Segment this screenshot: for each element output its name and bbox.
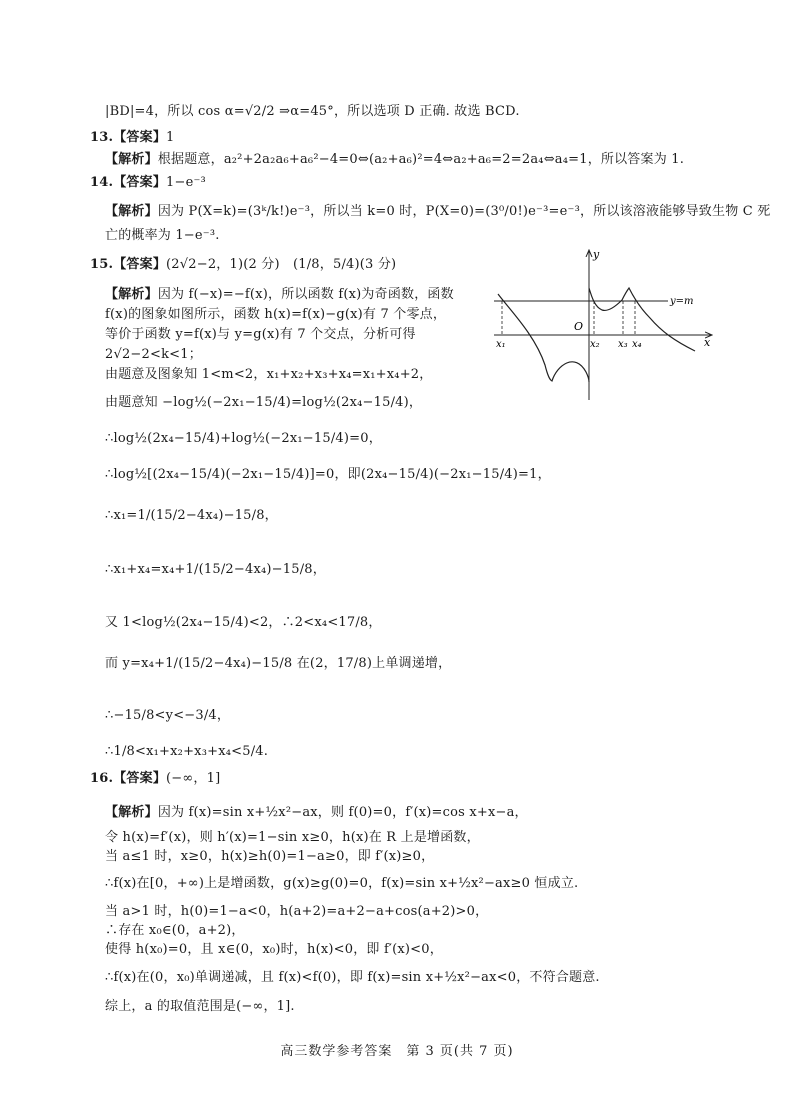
function-graph bbox=[490, 240, 720, 410]
question-13-analysis: 【 解析 】 根据题意，a₂²+2a₂a₆+a₆²−4=0⇔(a₂+a₆)²=4⇔a₂+a₆=2=2a₄⇔a₄=1，所以答案为 1. bbox=[105, 151, 684, 169]
label-origin: O bbox=[574, 320, 584, 333]
label-x1: x₁ bbox=[496, 339, 506, 350]
label-x4: x₄ bbox=[632, 339, 642, 350]
label-y: y bbox=[593, 248, 600, 261]
text-line: ∴存在 x₀∈(0，a+2)， bbox=[105, 923, 245, 938]
label-y-equals-m: y=m bbox=[670, 296, 694, 307]
text-line: 由题意及图象知 1<m<2，x₁+x₂+x₃+x₄=x₁+x₄+2， bbox=[105, 367, 433, 382]
text-line: ∴f(x)在(0，x₀)单调递减，且 f(x)<f(0)，即 f(x)=sin x+½x²−ax<0，不符合题意. bbox=[105, 970, 600, 985]
page-footer: 高三数学参考答案 第 3 页(共 7 页) bbox=[280, 1044, 514, 1059]
text-line: 又 1<log½(2x₄−15/4)<2，∴2<x₄<17/8， bbox=[105, 615, 382, 630]
text-line: 而 y=x₄+1/(15/2−4x₄)−15/8 在(2，17/8)上单调递增， bbox=[105, 656, 452, 671]
question-16-analysis: 【 解析 】 因为 f(x)=sin x+½x²−ax，则 f(0)=0，f′(x)=cos x+x−a， bbox=[105, 804, 528, 822]
text-line: 综上，a 的取值范围是(−∞，1]. bbox=[105, 999, 295, 1014]
text-line: ∴f(x)在[0，+∞)上是增函数，g(x)≥g(0)=0，f(x)=sin x+½x²−ax≥0 恒成立. bbox=[105, 876, 579, 891]
text-line: |BD|=4，所以 cos α=√2/2 ⇒α=45°，所以选项 D 正确. 故选 BCD. bbox=[105, 104, 520, 119]
question-16-answer: 16.【 答案 】 (−∞，1] bbox=[90, 770, 220, 788]
text-line: ∴log½(2x₄−15/4)+log½(−2x₁−15/4)=0， bbox=[105, 431, 382, 446]
text-line: ∴x₁+x₄=x₄+1/(15/2−4x₄)−15/8， bbox=[105, 562, 326, 577]
label-x3: x₃ bbox=[618, 339, 628, 350]
question-15-analysis: 【 解析 】 因为 f(−x)=−f(x)，所以函数 f(x)为奇函数，函数 bbox=[105, 286, 454, 304]
question-14-answer: 14.【 答案 】 1−e⁻³ bbox=[90, 174, 206, 192]
text-line: 令 h(x)=f′(x)，则 h′(x)=1−sin x≥0，h(x)在 R 上是增函数， bbox=[105, 830, 480, 845]
text-line: ∴1/8<x₁+x₂+x₃+x₄<5/4. bbox=[105, 744, 269, 759]
label-x2: x₂ bbox=[590, 339, 600, 350]
text-line: 2√2−2<k<1； bbox=[105, 347, 202, 362]
question-15-answer: 15.【 答案 】 (2√2−2，1)(2 分) (1/8，5/4)(3 分) bbox=[90, 256, 396, 274]
label-x: x bbox=[704, 336, 711, 349]
question-14-analysis: 【 解析 】 因为 P(X=k)=(3ᵏ/k!)e⁻³，所以当 k=0 时，P(X=0)=(3⁰/0!)e⁻³=e⁻³，所以该溶液能够导致生物 C 死 bbox=[105, 203, 770, 221]
text-line: 由题意知 −log½(−2x₁−15/4)=log½(2x₄−15/4)， bbox=[105, 395, 423, 410]
text-line: ∴x₁=1/(15/2−4x₄)−15/8， bbox=[105, 508, 278, 523]
text-line: ∴−15/8<y<−3/4， bbox=[105, 708, 231, 723]
text-line: 当 a≤1 时，x≥0，h(x)≥h(0)=1−a≥0，即 f′(x)≥0， bbox=[105, 849, 435, 864]
text-line: 等价于函数 y=f(x)与 y=g(x)有 7 个交点，分析可得 bbox=[105, 327, 416, 342]
question-13-answer: 13.【 答案 】 1 bbox=[90, 129, 175, 147]
text-line: 使得 h(x₀)=0，且 x∈(0，x₀)时，h(x)<0，即 f′(x)<0， bbox=[105, 942, 443, 957]
curve-left bbox=[498, 294, 589, 382]
text-line: 当 a>1 时，h(0)=1−a<0，h(a+2)=a+2−a+cos(a+2)>0， bbox=[105, 904, 489, 919]
text-line: 亡的概率为 1−e⁻³. bbox=[105, 228, 220, 243]
text-line: f(x)的图象如图所示，函数 h(x)=f(x)−g(x)有 7 个零点， bbox=[105, 307, 447, 322]
text-line: ∴log½[(2x₄−15/4)(−2x₁−15/4)]=0，即(2x₄−15/4)(−2x₁−15/4)=1， bbox=[105, 467, 551, 482]
